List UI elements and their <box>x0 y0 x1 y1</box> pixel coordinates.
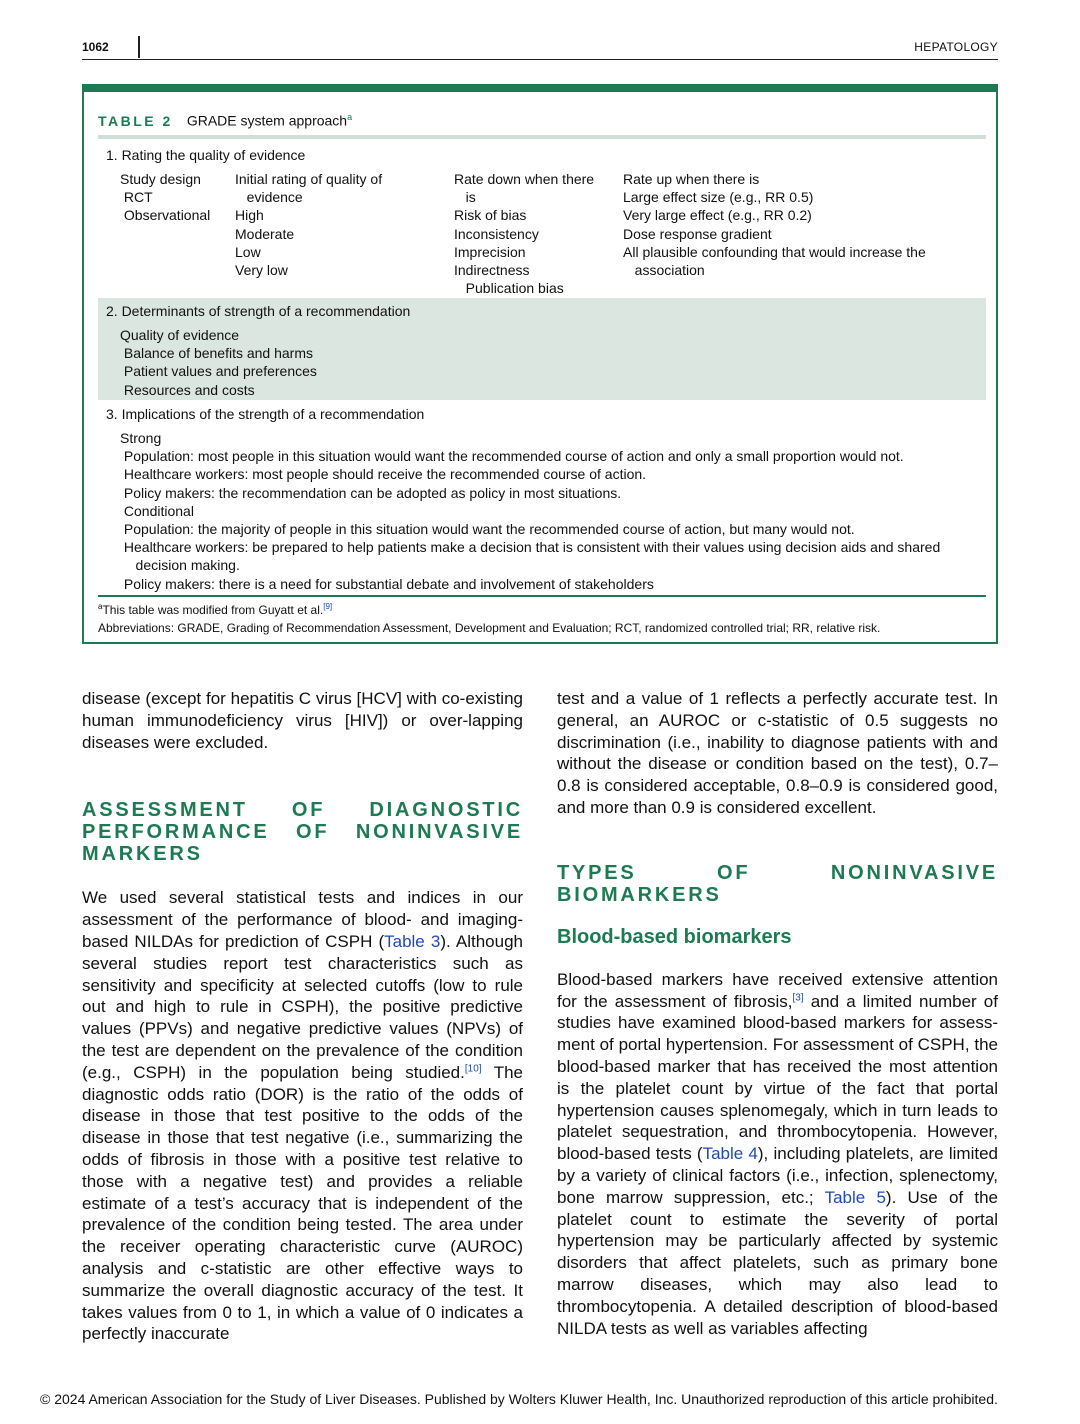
section1-heading: 1. Rating the quality of evidence <box>106 147 306 163</box>
header-rule <box>82 59 998 60</box>
ref-3-link[interactable]: [3] <box>792 991 804 1003</box>
page-number: 1062 <box>82 40 109 54</box>
section1-col-study-design: Study design RCT Observational <box>120 171 211 224</box>
table-title <box>98 112 352 129</box>
table-3-link[interactable]: Table 3 <box>384 931 441 951</box>
table-title-marker: a <box>347 112 353 122</box>
table-footnote <box>98 602 332 617</box>
right-column <box>557 688 998 1339</box>
header-divider <box>138 36 140 58</box>
text-run: We used several statistical tests and indices in our assessment of the performance of blood- and imaging-based NILDAs for prediction of CSPH ( <box>82 888 523 951</box>
journal-name: HEPATOLOGY <box>914 40 998 54</box>
table-footer-rule <box>98 595 986 597</box>
section1-col-initial-rating: Initial rating of quality of evidence High Moderate Low Very low <box>235 171 383 279</box>
text-run: ), including platelets, are limited by a variety of clinical factors (i.e., infection, splenectomy, bone marrow suppression, etc.; <box>557 1144 998 1207</box>
text-run: Blood-based markers have received extensive attention for the assessment of fibrosis, <box>557 969 998 1011</box>
left-paragraph-1: disease (except for hepatitis C virus [HCV] with co-existing human immunodeficiency virus [HIV]) or over-lapping diseases were excluded. <box>82 689 523 752</box>
section3-items: Strong Population: most people in this situation would want the recommended course of action and only a small proportion would not. Healthcare workers: most people should receive the recommended course of action. Policy makers: the recommendation can be adopted as policy in most situations. Conditional Population: the majority of people in this situation would want the recommended course of action, but many would not. Healthcare workers: be prepared to help patients make a decision that is consistent with their values using decision aids and shared decision making. Policy makers: there is a need for substantial debate and involvement of stakeholders <box>120 430 941 592</box>
section2-heading: 2. Determinants of strength of a recommendation <box>106 303 411 319</box>
table-4-link[interactable]: Table 4 <box>702 1144 758 1164</box>
text-run: ). Use of the platelet count to estimate the severity of portal hypertension may be particularly affected by systemic disorders that affect platelets, such as primary bone marrow diseases, which may also lead to thrombocytopenia. A detailed description of blood-based NILDA tests as well as variables affecting <box>557 1187 998 1338</box>
text-run: ). Although several studies report test characteristics such as sensitivity and specificity at selected cutoffs (low to rule out and high to rule in CSPH), the positive predictive values (PPVs) and negative predictive values (NPVs) of the test are dependent on the prevalence of the condition (e.g., CSPH) in the population being studied. <box>82 931 523 1082</box>
table-label: TABLE 2 <box>98 112 173 129</box>
section-heading-assessment: ASSESSMENT OF DIAGNOSTIC PERFORMANCE OF NONINVASIVE MARKERS <box>82 799 523 866</box>
footnote-text: This table was modified from Guyatt et al. <box>102 603 324 617</box>
text-run: The diagnostic odds ratio (DOR) is the ratio of the odds of disease in those that test positive to the odds of the disease in those that test negative (i.e., summarizing the odds of fibrosis in those with a positive test relative to those with a negative test) and provides a reliable estimate of a test’s accuracy that is independent of the prevalence of the condition being tested. The area under the receiver operating characteristic curve (AUROC) analysis and c-statistic are other effective ways to summarize the overall diagnostic accuracy of the test. It takes values from 0 to 1, in which a value of 0 indicates a perfectly inaccurate <box>82 1062 523 1344</box>
section1-col-rate-down: Rate down when there is Risk of bias Inconsistency Imprecision Indirectness Publication bias <box>454 171 595 297</box>
footnote-ref-link[interactable]: [9] <box>323 602 333 611</box>
left-column <box>82 688 523 1345</box>
left-paragraph-2 <box>82 887 523 1345</box>
ref-10-link[interactable]: [10] <box>464 1063 482 1075</box>
table-5-link[interactable]: Table 5 <box>824 1187 886 1207</box>
copyright-footer: © 2024 American Association for the Study of Liver Diseases. Published by Wolters Kluwer Health, Inc. Unauthorized reproduction of this article prohibited. <box>40 1391 998 1407</box>
section1-col-rate-up: Rate up when there is Large effect size (e.g., RR 0.5) Very large effect (e.g., RR 0.2) Dose response gradient All plausible confounding that would increase the association <box>623 171 926 279</box>
right-paragraph-2 <box>557 969 998 1340</box>
footnote-marker: a <box>98 602 103 611</box>
subheading-blood-based: Blood-based biomarkers <box>557 925 792 948</box>
section3-heading: 3. Implications of the strength of a recommendation <box>106 406 425 422</box>
table-title-text: GRADE system approach <box>186 112 348 129</box>
section2-items: Quality of evidence Balance of benefits and harms Patient values and preferences Resources and costs <box>120 327 317 398</box>
right-paragraph-1: test and a value of 1 reflects a perfectly accurate test. In general, an AUROC or c-statistic of 0.5 suggests no discrimination (i.e., inability to diagnose patients with and without the disease or condition based on the test), 0.7–0.8 is considered acceptable, 0.8–0.9 is considered good, and more than 0.9 is considered excellent. <box>557 689 998 817</box>
table-title-rule <box>98 135 986 139</box>
grade-table <box>82 84 998 644</box>
text-run: and a limited number of studies have examined blood-based markers for assess-ment of portal hypertension. For assessment of CSPH, the blood-based marker that has received the most attention is the platelet count by virtue of the fact that portal hypertension causes splenomegaly, which in turn leads to platelet sequestration, and thrombocytopenia. However, blood-based tests ( <box>557 991 998 1164</box>
section-heading-types: TYPES OF NONINVASIVE BIOMARKERS <box>557 861 998 906</box>
table-abbreviations: Abbreviations: GRADE, Grading of Recommendation Assessment, Development and Evaluation; RCT, randomized controlled trial; RR, relative risk. <box>98 621 881 635</box>
